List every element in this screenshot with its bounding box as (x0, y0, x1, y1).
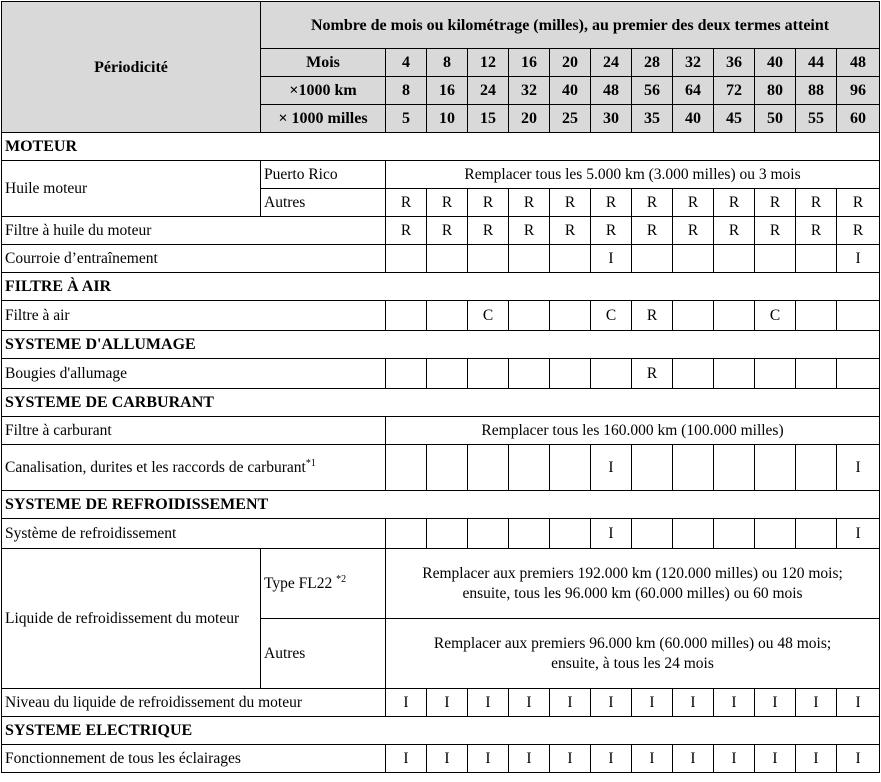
autres-schedule-line-2: ensuite, à tous les 24 mois (551, 654, 714, 672)
cell (427, 445, 468, 491)
cell: R (632, 189, 673, 217)
huile-moteur-label: Huile moteur (2, 161, 261, 217)
cell: I (796, 689, 837, 717)
cell (550, 519, 591, 549)
cell (509, 245, 550, 273)
footnote-marker: *2 (336, 573, 347, 585)
section-refroidissement: SYSTEME DE REFROIDISSEMENT (2, 491, 880, 519)
cell: I (837, 245, 880, 273)
cell: I (837, 689, 880, 717)
header-value: 45 (714, 105, 755, 133)
fl22-schedule (386, 549, 880, 619)
header-value: 24 (468, 77, 509, 105)
schedule-title: Nombre de mois ou kilométrage (milles), au premier des deux termes atteint (261, 2, 880, 49)
header-value: 20 (509, 105, 550, 133)
header-row-label: × 1000 milles (261, 105, 386, 133)
cell: R (673, 217, 714, 245)
cell (796, 519, 837, 549)
cell (550, 359, 591, 389)
cell: R (755, 217, 796, 245)
header-value: 48 (591, 77, 632, 105)
header-value: 5 (386, 105, 427, 133)
cell (427, 245, 468, 273)
cell: I (591, 245, 632, 273)
canalisation-label (2, 445, 386, 491)
puerto-rico-label: Puerto Rico (261, 161, 386, 189)
row-label: Filtre à huile du moteur (2, 217, 386, 245)
row-label: Niveau du liquide de refroidissement du moteur (2, 689, 386, 717)
header-value: 30 (591, 105, 632, 133)
section-moteur: MOTEUR (2, 133, 880, 161)
cell: I (591, 689, 632, 717)
bougies-row (2, 359, 880, 389)
cell (673, 445, 714, 491)
cell (632, 519, 673, 549)
header-row-label: ×1000 km (261, 77, 386, 105)
cell: I (509, 689, 550, 717)
cell: I (386, 745, 427, 773)
cell: R (714, 217, 755, 245)
cell (550, 445, 591, 491)
header-value: 40 (755, 49, 796, 77)
cell: R (837, 217, 880, 245)
row-label: Canalisation, durites et les raccords de carburant (5, 459, 306, 476)
cell (796, 445, 837, 491)
cell (714, 519, 755, 549)
cell: I (591, 745, 632, 773)
row-label: Fonctionnement de tous les éclairages (2, 745, 386, 773)
puerto-rico-text: Remplacer tous les 5.000 km (3.000 milles) ou 3 mois (386, 161, 880, 189)
cell: R (468, 217, 509, 245)
header-value: 4 (386, 49, 427, 77)
cell: I (632, 689, 673, 717)
canalisation-row (2, 445, 880, 491)
header-value: 8 (427, 49, 468, 77)
cell (427, 301, 468, 331)
header-row-label: Mois (261, 49, 386, 77)
cell (673, 245, 714, 273)
cell (714, 245, 755, 273)
cell: R (591, 217, 632, 245)
fl22-schedule-line-2: ensuite, tous les 96.000 km (60.000 milles) ou 60 mois (462, 584, 803, 602)
fl22-text: Type FL22 (264, 575, 333, 592)
cell (386, 359, 427, 389)
cell (673, 301, 714, 331)
cell (632, 445, 673, 491)
cell: I (837, 445, 880, 491)
cell (468, 359, 509, 389)
cell: R (796, 217, 837, 245)
row-label: Bougies d'allumage (2, 359, 386, 389)
cell (468, 445, 509, 491)
row-label: Courroie d’entraînement (2, 245, 386, 273)
cell (509, 359, 550, 389)
cell (673, 519, 714, 549)
header-value: 16 (427, 77, 468, 105)
cell: I (837, 519, 880, 549)
header-value: 32 (509, 77, 550, 105)
header-value: 20 (550, 49, 591, 77)
cell (386, 301, 427, 331)
cell: R (509, 217, 550, 245)
cell: I (755, 689, 796, 717)
cell: I (427, 745, 468, 773)
cell: I (509, 745, 550, 773)
cell: I (427, 689, 468, 717)
header-value: 56 (632, 77, 673, 105)
cell (714, 301, 755, 331)
header-value: 15 (468, 105, 509, 133)
header-value: 60 (837, 105, 880, 133)
cell (714, 359, 755, 389)
header-value: 40 (550, 77, 591, 105)
autres-label: Autres (261, 189, 386, 217)
cell: R (427, 189, 468, 217)
header-value: 55 (796, 105, 837, 133)
cell (427, 359, 468, 389)
cell: I (591, 519, 632, 549)
cell: I (550, 689, 591, 717)
cell (796, 359, 837, 389)
cell (509, 445, 550, 491)
cell: C (591, 301, 632, 331)
cell: R (591, 189, 632, 217)
header-value: 50 (755, 105, 796, 133)
cell: R (714, 189, 755, 217)
autres-schedule (386, 619, 880, 689)
header-value: 64 (673, 77, 714, 105)
filtre-air-row (2, 301, 880, 331)
cell: I (591, 445, 632, 491)
cell (755, 445, 796, 491)
cell (837, 301, 880, 331)
liquide-label: Liquide de refroidissement du moteur (2, 549, 261, 689)
cell: R (509, 189, 550, 217)
cell: R (755, 189, 796, 217)
fl22-schedule-line-1: Remplacer aux premiers 192.000 km (120.000 milles) ou 120 mois; (422, 564, 843, 582)
header-value: 40 (673, 105, 714, 133)
cell (796, 301, 837, 331)
cell: I (673, 689, 714, 717)
cell (468, 519, 509, 549)
cell (714, 445, 755, 491)
cell (427, 519, 468, 549)
cell: R (837, 189, 880, 217)
cell: C (755, 301, 796, 331)
header-value: 96 (837, 77, 880, 105)
cell: R (632, 217, 673, 245)
eclairages-row (2, 745, 880, 773)
cell: I (632, 745, 673, 773)
cell: I (837, 745, 880, 773)
cell: R (673, 189, 714, 217)
cell (632, 245, 673, 273)
section-electrique: SYSTEME ELECTRIQUE (2, 717, 880, 745)
header-value: 8 (386, 77, 427, 105)
cell (509, 301, 550, 331)
header-value: 24 (591, 49, 632, 77)
periodicite-header: Périodicité (2, 2, 261, 133)
cell (509, 519, 550, 549)
cell (550, 301, 591, 331)
header-value: 35 (632, 105, 673, 133)
cell (386, 245, 427, 273)
footnote-marker: *1 (305, 457, 316, 469)
autres-schedule-line-1: Remplacer aux premiers 96.000 km (60.000 milles) ou 48 mois; (433, 634, 832, 652)
row-label: Filtre à air (2, 301, 386, 331)
row-label: Système de refroidissement (2, 519, 386, 549)
cell: R (386, 189, 427, 217)
section-allumage: SYSTEME D'ALLUMAGE (2, 331, 880, 359)
cell: C (468, 301, 509, 331)
filtre-carburant-text: Remplacer tous les 160.000 km (100.000 milles) (386, 417, 880, 445)
cell: I (796, 745, 837, 773)
header-value: 88 (796, 77, 837, 105)
cell (796, 245, 837, 273)
filtre-huile-row (2, 217, 880, 245)
cell (468, 245, 509, 273)
section-carburant: SYSTEME DE CARBURANT (2, 389, 880, 417)
cell: I (468, 689, 509, 717)
header-value: 36 (714, 49, 755, 77)
liquide-autres-label: Autres (261, 619, 386, 689)
cell: I (468, 745, 509, 773)
courroie-row (2, 245, 880, 273)
maintenance-schedule-table (1, 1, 880, 773)
filtre-carburant-label: Filtre à carburant (2, 417, 386, 445)
cell (755, 359, 796, 389)
cell (673, 359, 714, 389)
cell: R (796, 189, 837, 217)
header-value: 10 (427, 105, 468, 133)
cell (755, 519, 796, 549)
cell: I (714, 745, 755, 773)
header-value: 72 (714, 77, 755, 105)
header-value: 28 (632, 49, 673, 77)
cell: R (468, 189, 509, 217)
cell: R (550, 189, 591, 217)
cell (386, 445, 427, 491)
cell (591, 359, 632, 389)
cell: I (386, 689, 427, 717)
cell: R (550, 217, 591, 245)
cell (837, 359, 880, 389)
cell: I (673, 745, 714, 773)
fl22-label (261, 549, 386, 619)
header-value: 25 (550, 105, 591, 133)
cell: I (550, 745, 591, 773)
cell: R (386, 217, 427, 245)
section-filtre-air: FILTRE À AIR (2, 273, 880, 301)
header-value: 44 (796, 49, 837, 77)
systeme-refroid-row (2, 519, 880, 549)
header-value: 32 (673, 49, 714, 77)
header-value: 12 (468, 49, 509, 77)
header-value: 80 (755, 77, 796, 105)
header-value: 48 (837, 49, 880, 77)
cell: I (755, 745, 796, 773)
header-value: 16 (509, 49, 550, 77)
niveau-liquide-row (2, 689, 880, 717)
cell: I (714, 689, 755, 717)
cell: R (632, 359, 673, 389)
cell (386, 519, 427, 549)
cell: R (632, 301, 673, 331)
cell: R (427, 217, 468, 245)
cell (550, 245, 591, 273)
cell (755, 245, 796, 273)
